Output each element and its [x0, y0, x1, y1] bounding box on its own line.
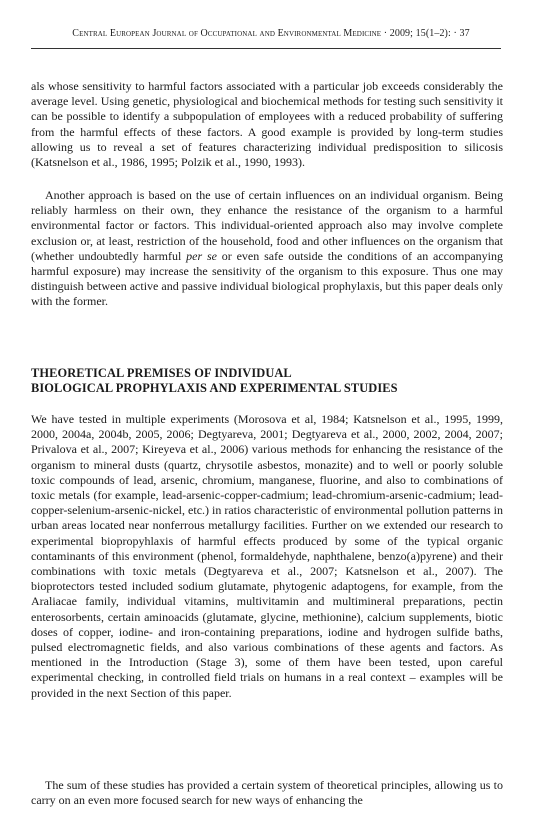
paragraph-text — [31, 188, 503, 310]
paragraph-continued — [31, 79, 503, 170]
paragraph-another-approach — [31, 188, 503, 310]
paragraph-experiments — [31, 412, 503, 701]
section-heading — [31, 366, 503, 396]
running-head: Central European Journal of Occupational and Environmental Medicine · 2009; 15(1–2): · 37 — [72, 28, 470, 39]
section-heading-line: THEORETICAL PREMISES OF INDIVIDUAL — [31, 366, 292, 380]
header-rule — [31, 48, 501, 49]
paragraph-text: The sum of these studies has provided a certain system of theoretical principles, allowing us to carry on an even more focused search for new ways of enhancing the — [31, 778, 503, 808]
section-heading-line: BIOLOGICAL PROPHYLAXIS AND EXPERIMENTAL STUDIES — [31, 381, 398, 396]
paragraph-text: als whose sensitivity to harmful factors associated with a particular job exceeds considerably the average level. Using genetic, physiological and biochemical methods for testing such sensitivity it can be possible to identify a subpopulation of employees with a reduced probability of suffering from the harmful effects of these factors. A good example is provided by long-term studies allowing us to reveal a set of features characterizing individual predisposition to silicosis (Katsnelson et al., 1986, 1995; Polzik et al., 1990, 1993). — [31, 79, 503, 170]
paragraph-text: We have tested in multiple experiments (Morosova et al, 1984; Katsnelson et al., 1995, 1999, 2000, 2004a, 2004b, 2005, 2006; Degtyareva, 2001; Degtyareva et al., 2000, 2002, 2004, 2007; Privalova et al., 2007; Kireyeva et al., 2006) various methods for enhancing the resistance of the organism to mineral dusts (quartz, chrysotile asbestos, monazite) and to well or poorly soluble toxic compounds of lead, arsenic, chromium, manganese, fluorine, and also to combinations of toxic metals (for example, lead-arsenic-copper-cadmium; lead-chromium-arsenic-cadmium; lead-copper-selenium-arsenic-nickel, etc.) in ratios characteristic of environmental pollution patterns in urban areas located near nonferrous metallurgy facilities. Further on we extended our research to experimental biopropyhlaxis of harmful effects produced by some of the typical organic contaminants of this environment (phenol, formaldehyde, naphthalene, benzo(a)pyrene) and their combinations with toxic metals (Degtyareva et al., 2007; Katsnelson et al., 2007). The bioprotectors tested included sodium glutamate, phytogenic adaptogens, for example, from the Araliacae family, individual vitamins, multivitamin and multimineral preparations, pectin enterosorbents, certain aminoacids (glutamate, glycine, methionine), calcium supplements, biotic doses of copper, iodine- and iron-containing preparations, iodine and hydrogen sulfide baths, pulsed electromagnetic fields, and also various combinations of these agents and factors. As mentioned in the Introduction (Stage 3), some of them have been tested, upon careful experimental checking, in controlled field trials on humans in a real context – examples will be provided in the next Section of this paper. — [31, 412, 503, 700]
italic-term: per se — [186, 248, 217, 263]
paragraph-text-part: or even safe outside the conditions of an accompanying harmful exposure) may increase the sensitivity of the organism to this exposure. Thus one may distinguish between active and passive individual biological prophylaxis, but this paper deals only with the former. — [31, 248, 504, 309]
paragraph-text-part: Another approach is based on the use of certain influences on an individual organism. Being reliably harmless on their own, they enhance the resistance of the organism to a harmful environmental factor or factors. This individual-oriented approach also may involve complete exclusion or, at least, restriction of the household, food and other influences on the organism that (whether undoubtedly harmful — [31, 188, 503, 263]
paragraph-sum-of-studies — [31, 778, 503, 808]
